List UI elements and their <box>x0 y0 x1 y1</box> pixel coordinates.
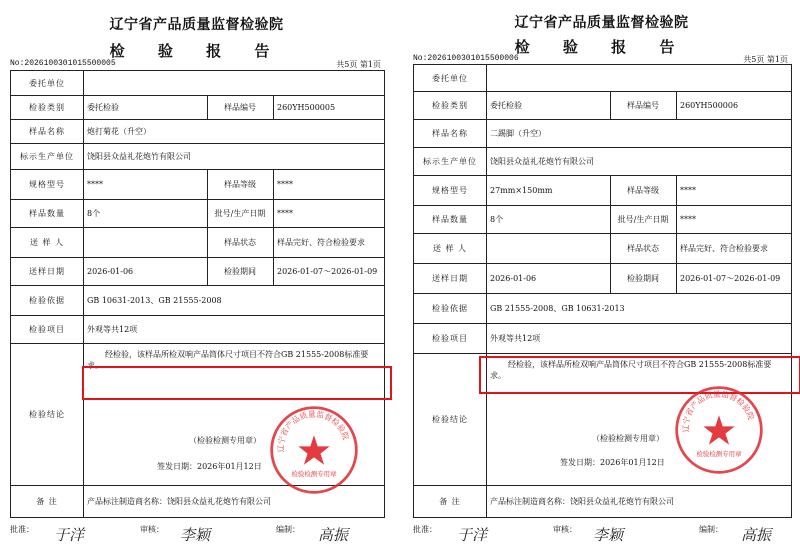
conclusion-text: 经检验，该样品所检双响产品筒体尺寸项目不符合GB 21555-2008标准要求。 <box>490 360 772 380</box>
manufacturer-label: 标示生产单位 <box>414 147 487 175</box>
official-seal-stamp <box>673 384 765 476</box>
reviewer-label: 审核： <box>553 525 577 534</box>
send-date-label: 送样日期 <box>11 257 84 285</box>
seal-arc-text: 辽宁省产品质量监督检验院 <box>681 389 756 433</box>
editor-label: 编制： <box>276 525 300 534</box>
approver-label: 批准： <box>413 525 437 534</box>
signature-footer <box>413 522 792 542</box>
manufacturer-value: 饶阳县众益礼花炮竹有限公司 <box>490 156 594 166</box>
manufacturer-value: 饶阳县众益礼花炮竹有限公司 <box>87 151 191 161</box>
grade-label: 样品等级 <box>610 175 677 205</box>
basis-value: GB 10631-2013、GB 21555-2008 <box>87 295 222 305</box>
batch-value: **** <box>277 208 293 218</box>
spec-value: **** <box>83 169 208 199</box>
batch-value: **** <box>680 214 696 224</box>
grade-value: **** <box>680 185 696 195</box>
row-quantity <box>414 205 791 234</box>
page-count: 共5页 第1页 <box>336 60 381 69</box>
spec-label: 规格型号 <box>11 169 84 199</box>
issue-date: 签发日期：2026年01月12日 <box>157 462 262 471</box>
row-manufacturer <box>414 147 791 176</box>
client-label: 委托单位 <box>11 71 84 95</box>
sample-no-label: 样品编号 <box>610 91 677 119</box>
category-label: 检验类别 <box>414 91 487 119</box>
seal-bottom-text: 检验检测专用章 <box>291 469 337 478</box>
approver-signature: 于洋 <box>457 526 488 544</box>
quantity-value: 8个 <box>83 199 208 227</box>
quantity-value: 8个 <box>486 205 611 233</box>
row-sender <box>414 233 791 264</box>
editor-label: 编制： <box>699 525 723 534</box>
sample-name-label: 样品名称 <box>11 119 84 143</box>
quantity-label: 样品数量 <box>414 205 487 233</box>
seal-bottom-text: 检验检测专用章 <box>696 449 742 458</box>
row-client <box>414 65 791 92</box>
period-value: 2026-01-07～2026-01-09 <box>680 273 781 283</box>
items-value: 外观等共12项 <box>87 324 138 334</box>
report-number: No:20261003010155000​06 <box>413 54 519 63</box>
category-value: 委托检验 <box>486 91 611 119</box>
report-title: 检 验 报 告 <box>514 38 689 56</box>
row-quantity <box>11 199 384 228</box>
row-basis <box>11 285 384 316</box>
category-label: 检验类别 <box>11 95 84 119</box>
sample-no-value: 260YH500006 <box>680 100 739 110</box>
row-dates <box>414 263 791 294</box>
quantity-label: 样品数量 <box>11 199 84 227</box>
state-value: 样品完好、符合检验要求 <box>680 243 768 253</box>
row-items <box>414 323 791 354</box>
conclusion-highlight-box <box>82 366 392 400</box>
report-page-1 <box>0 0 393 545</box>
row-sender <box>11 227 384 258</box>
basis-label: 检验依据 <box>414 293 487 323</box>
batch-label: 批号/生产日期 <box>207 199 274 227</box>
grade-label: 样品等级 <box>207 169 274 199</box>
grade-value: **** <box>277 179 293 189</box>
client-value <box>486 65 791 91</box>
sample-name-value: 炮打菊花（升空） <box>87 126 151 136</box>
remark-label: 备 注 <box>11 485 84 517</box>
row-sample-name <box>414 119 791 148</box>
items-label: 检验项目 <box>11 315 84 343</box>
row-category <box>11 95 384 120</box>
row-category <box>414 91 791 120</box>
seal-arc-text: 辽宁省产品质量监督检验院 <box>276 409 351 453</box>
state-label: 样品状态 <box>207 227 274 257</box>
page-count: 共5页 第1页 <box>743 55 788 64</box>
editor-signature: 高振 <box>741 526 772 544</box>
batch-label: 批号/生产日期 <box>610 205 677 233</box>
basis-label: 检验依据 <box>11 285 84 315</box>
row-client <box>11 71 384 96</box>
items-label: 检验项目 <box>414 323 487 353</box>
editor-signature: 高振 <box>318 526 349 544</box>
period-label: 检验期间 <box>207 257 274 285</box>
sample-name-label: 样品名称 <box>414 119 487 147</box>
approver-label: 批准： <box>10 525 34 534</box>
row-manufacturer <box>11 143 384 170</box>
send-date-value: 2026-01-06 <box>83 257 208 285</box>
row-remark <box>414 485 791 517</box>
sample-name-value: 二踢脚（升空） <box>490 128 546 138</box>
seal-caption: （检验检测专用章） <box>189 436 261 445</box>
report-number: No:20261003010155000​05 <box>10 59 116 68</box>
spec-value: 27mm×150mm <box>486 175 611 205</box>
signature-footer <box>10 522 385 542</box>
sample-no-value: 260YH500005 <box>277 102 336 112</box>
official-seal-stamp <box>268 404 360 496</box>
remark-value: 产品标注制造商名称：饶阳县众益礼花炮竹有限公司 <box>87 496 271 506</box>
institute-name: 辽宁省产品质量监督检验院 <box>514 15 689 31</box>
seal-caption: （检验检测专用章） <box>592 434 664 443</box>
sender-label: 送 样 人 <box>11 227 84 257</box>
state-label: 样品状态 <box>610 233 677 263</box>
conclusion-label: 检验结论 <box>11 343 84 485</box>
row-basis <box>414 293 791 324</box>
client-label: 委托单位 <box>414 65 487 91</box>
state-value: 样品完好、符合检验要求 <box>277 237 365 247</box>
row-dates <box>11 257 384 286</box>
row-sample-name <box>11 119 384 144</box>
row-spec <box>11 169 384 200</box>
sender-label: 送 样 人 <box>414 233 487 263</box>
remark-label: 备 注 <box>414 485 487 517</box>
period-label: 检验期间 <box>610 263 677 293</box>
spec-label: 规格型号 <box>414 175 487 205</box>
report-page-2 <box>403 0 800 545</box>
client-value <box>83 71 384 95</box>
category-value: 委托检验 <box>83 95 208 119</box>
reviewer-label: 审核： <box>140 525 164 534</box>
sender-value <box>486 233 611 263</box>
sender-value <box>83 227 208 257</box>
row-spec <box>414 175 791 206</box>
approver-signature: 于洋 <box>54 526 85 544</box>
send-date-value: 2026-01-06 <box>486 263 611 293</box>
reviewer-signature: 李颖 <box>180 526 211 544</box>
row-items <box>11 315 384 344</box>
manufacturer-label: 标示生产单位 <box>11 143 84 169</box>
sample-no-label: 样品编号 <box>207 95 274 119</box>
remark-value: 产品标注制造商名称：饶阳县众益礼花炮竹有限公司 <box>490 496 674 506</box>
report-title: 检 验 报 告 <box>109 42 284 60</box>
send-date-label: 送样日期 <box>414 263 487 293</box>
basis-value: GB 21555-2008、GB 10631-2013 <box>490 303 625 313</box>
conclusion-text: 经检验，该样品所检双响产品筒体尺寸项目不符合GB 21555-2008标准要求。 <box>87 350 369 370</box>
issue-date: 签发日期：2026年01月12日 <box>560 458 665 467</box>
institute-name: 辽宁省产品质量监督检验院 <box>109 17 284 33</box>
items-value: 外观等共12项 <box>490 333 541 343</box>
reviewer-signature: 李颖 <box>593 526 624 544</box>
period-value: 2026-01-07～2026-01-09 <box>277 266 378 276</box>
conclusion-label: 检验结论 <box>414 353 487 485</box>
